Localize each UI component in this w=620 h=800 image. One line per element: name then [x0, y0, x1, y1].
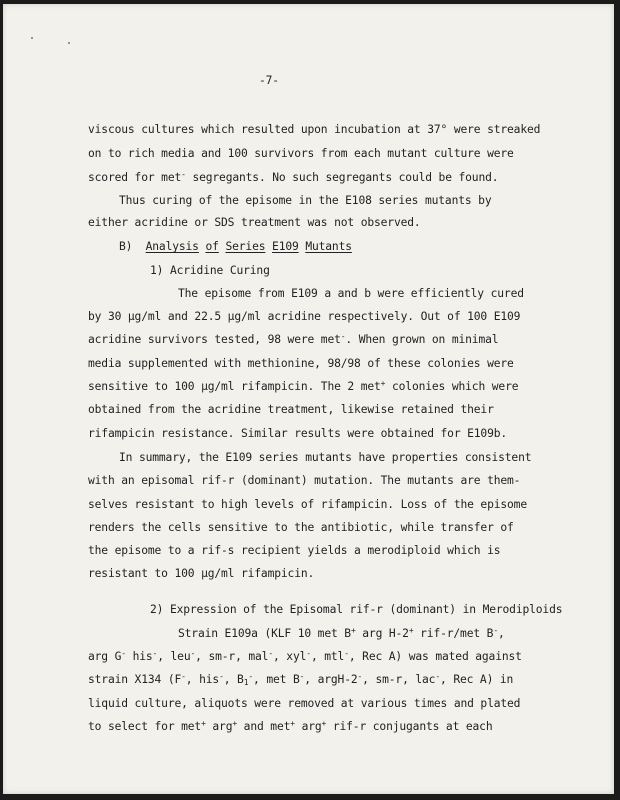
text-line: with an episomal rif-r (dominant) mutation. The mutants are them-: [88, 474, 521, 487]
text-line: renders the cells sensitive to the antibiotic, while transfer of: [88, 521, 514, 534]
text-line: strain X134 (F-, his-, $B_1^-$, met B-, argH-2-, sm-r, lac-, Rec A) in: [88, 672, 514, 687]
subsection-heading: 1) Acridine Curing: [150, 264, 270, 277]
text-line: acridine survivors tested, 98 were met-. When grown on minimal: [88, 332, 499, 346]
text-line: scored for met- segregants. No such segregants could be found.: [88, 170, 499, 184]
text-line: viscous cultures which resulted upon incubation at 37° were streaked: [88, 123, 541, 136]
text-line: either acridine or SDS treatment was not observed.: [88, 216, 421, 229]
text-line: to select for met+ arg+ and met+ arg+ rif-r conjugants at each: [88, 719, 493, 733]
speck-mark: [31, 37, 33, 39]
text-line: In summary, the E109 series mutants have properties consistent: [119, 451, 532, 464]
text-line: sensitive to 100 µg/ml rifampicin. The 2 met+ colonies which were: [88, 379, 519, 393]
text-line: Thus curing of the episome in the E108 series mutants by: [119, 194, 492, 207]
speck-mark: [68, 42, 70, 44]
text-line: the episome to a rif-s recipient yields a merodiploid which is: [88, 544, 501, 557]
text-line: liquid culture, aliquots were removed at various times and plated: [88, 697, 521, 710]
section-heading: B) Analysis of Series E109 Mutants: [119, 240, 352, 253]
text-line: Strain E109a (KLF 10 met B+ arg H-2+ rif-r/met B-,: [178, 626, 505, 640]
text-line: media supplemented with methionine, 98/98 of these colonies were: [88, 357, 514, 370]
text-line: arg G- his-, leu-, sm-r, mal-, xyl-, mtl-, Rec A) was mated against: [88, 649, 522, 663]
text-line: by 30 µg/ml and 22.5 µg/ml acridine respectively. Out of 100 E109: [88, 310, 521, 323]
text-line: obtained from the acridine treatment, likewise retained their: [88, 403, 494, 416]
text-line: resistant to 100 µg/ml rifampicin.: [88, 567, 315, 580]
text-line: The episome from E109 a and b were efficiently cured: [178, 287, 524, 300]
subsection-heading: 2) Expression of the Episomal rif-r (dominant) in Merodiploids: [150, 603, 563, 616]
text-line: rifampicin resistance. Similar results were obtained for E109b.: [88, 427, 508, 440]
page-number: -7-: [259, 74, 279, 87]
text-line: on to rich media and 100 survivors from each mutant culture were: [88, 147, 514, 160]
text-line: selves resistant to high levels of rifampicin. Loss of the episome: [88, 498, 527, 511]
document-page: [3, 4, 614, 794]
